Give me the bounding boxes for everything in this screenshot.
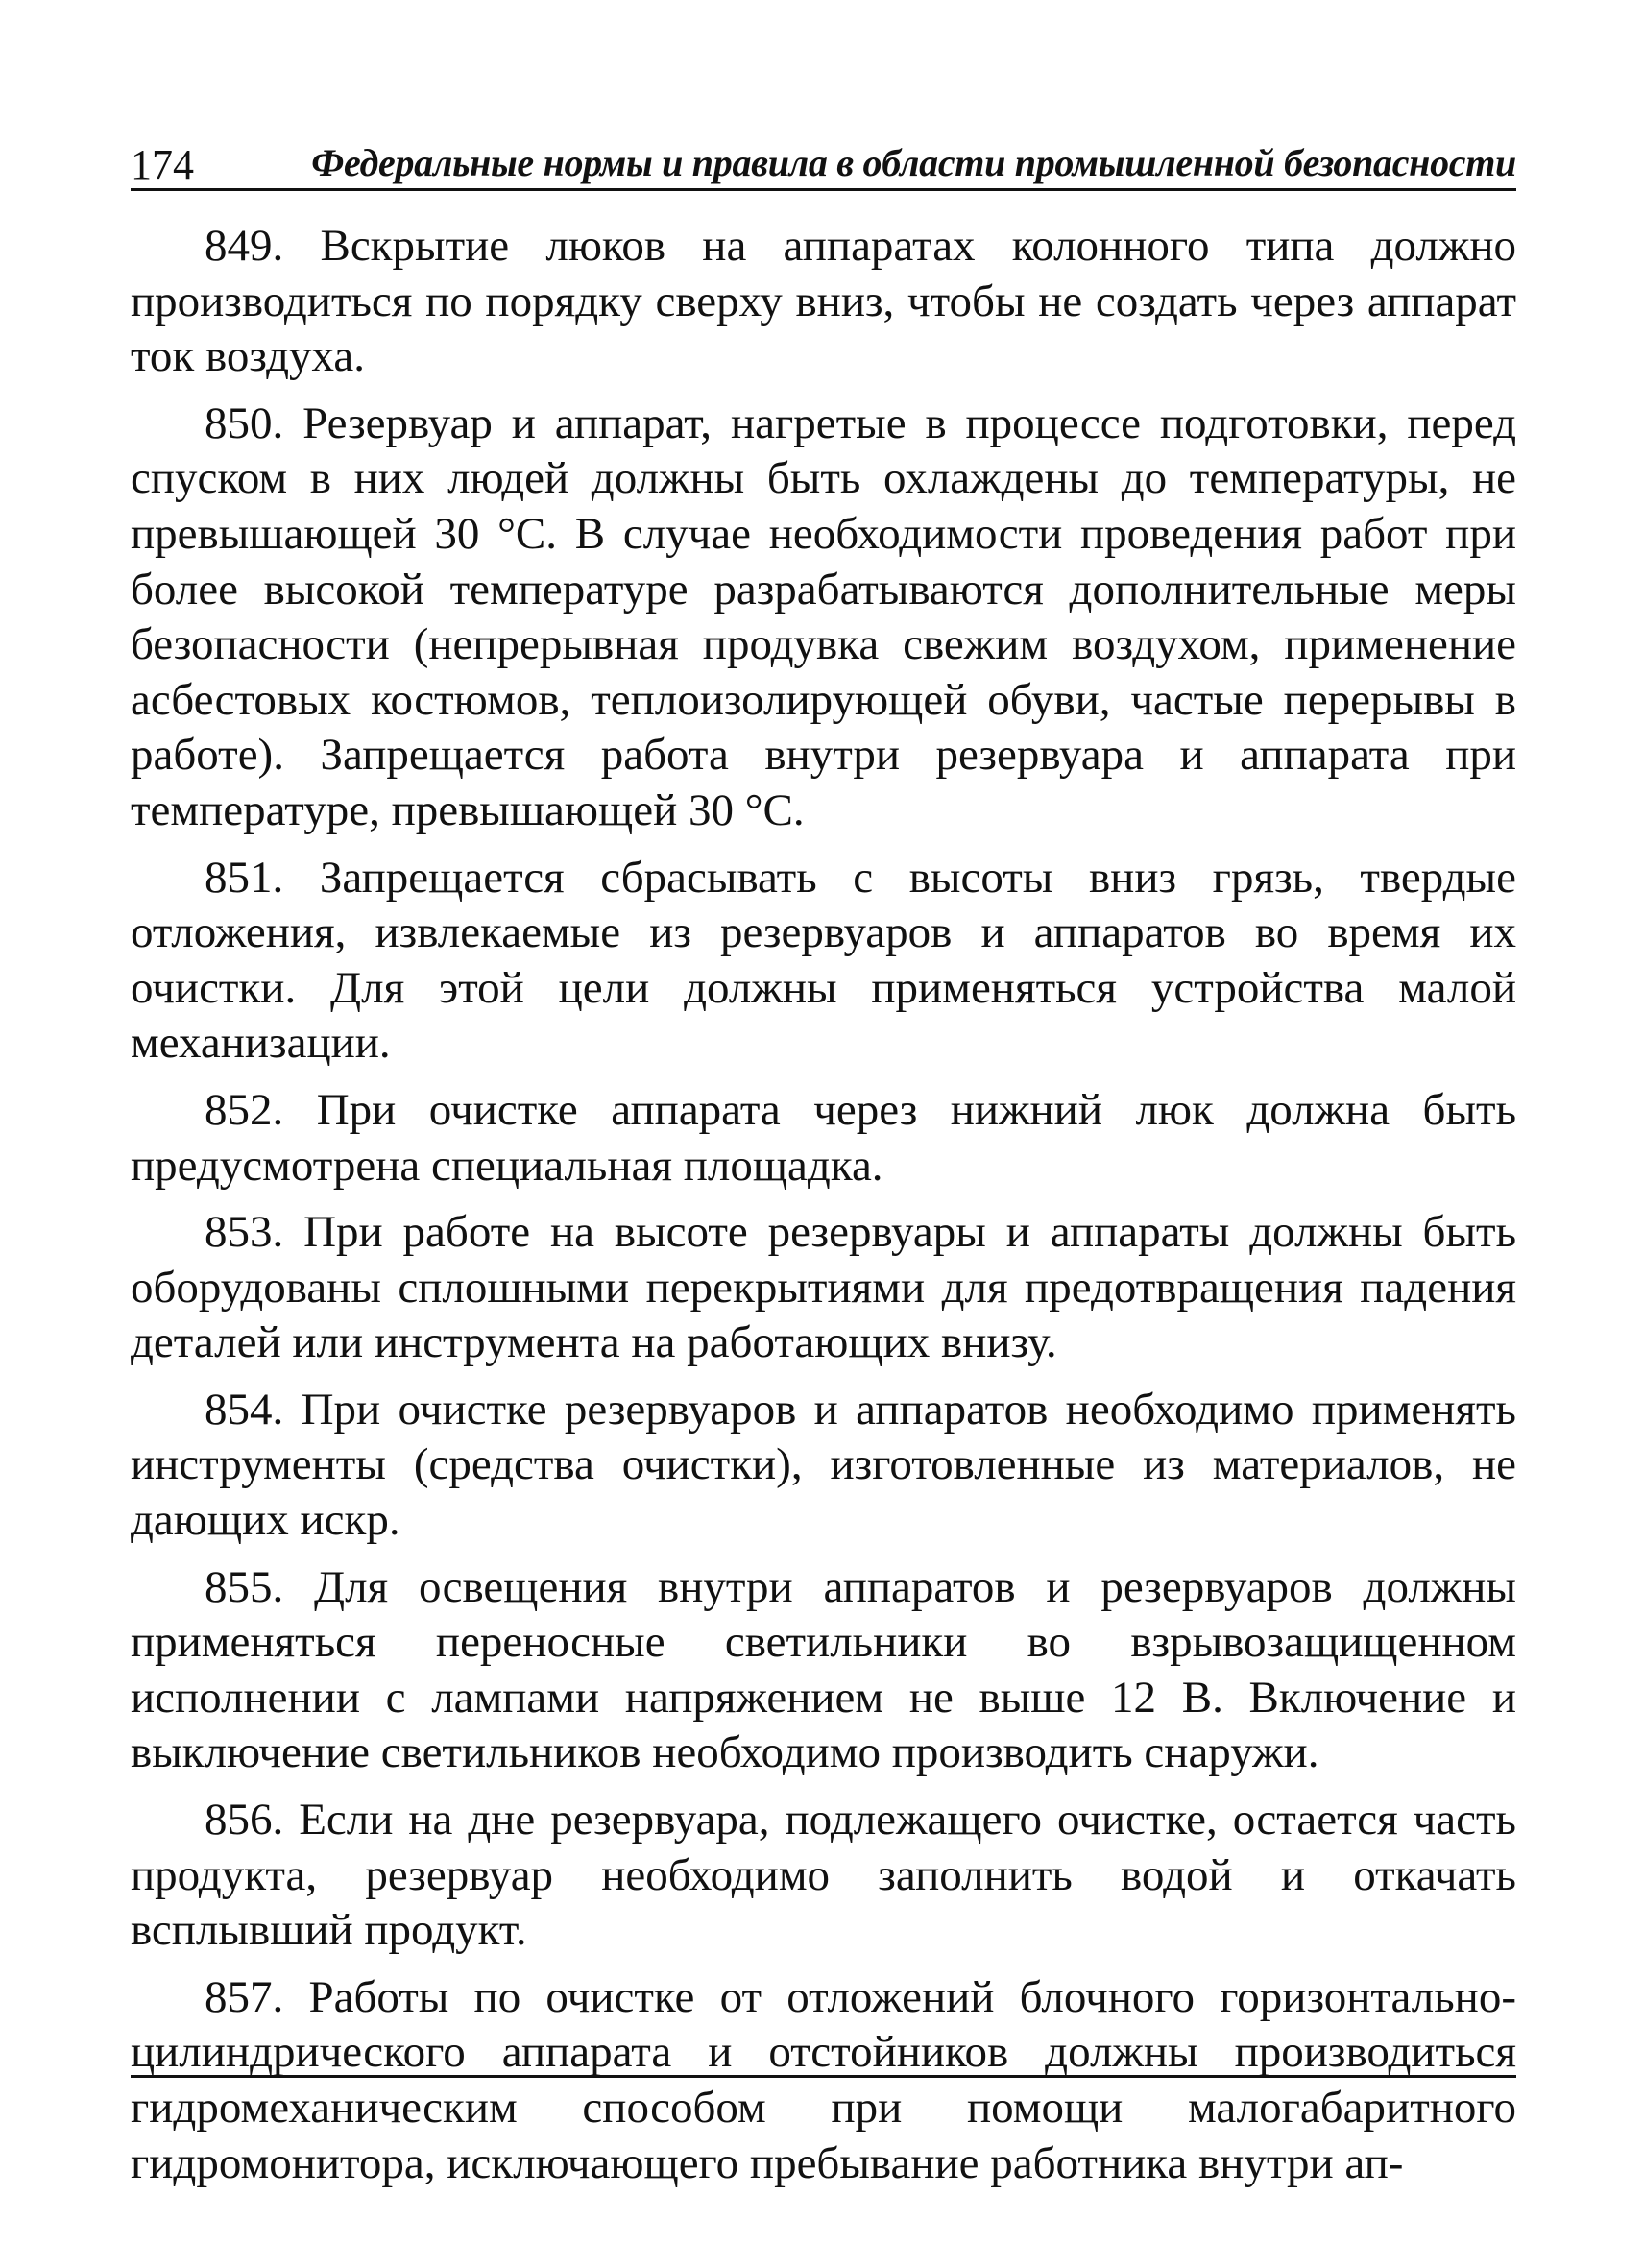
page-number: 174 bbox=[131, 141, 194, 188]
running-title: Федеральные нормы и правила в области промышленной безопасности bbox=[311, 141, 1516, 184]
paragraph-855: 855. Для освещения внутри аппаратов и резервуаров должны применяться переносные светильники во взрывозащищенном исполнении с лампами напряжением не выше 12 В. Включение и выключение светильников необходимо производить снаружи. bbox=[131, 1561, 1516, 1778]
paragraph-853: 853. При работе на высоте резервуары и аппараты должны быть оборудованы сплошными перекрытиями для предотвращения падения деталей или инструмента на работающих внизу. bbox=[131, 1207, 1516, 1368]
paragraph-850: 850. Резервуар и аппарат, нагретые в процессе подготовки, перед спуском в них людей должны быть охлаждены до температуры, не превышающей 30 °С. В случае необходимости проведения работ при более высокой температуре разрабатываются дополнительные меры безопасности (непрерывная продувка свежим воздухом, применение асбестовых костюмов, теплоизолирующей обуви, частые перерывы в работе). Запрещается работа внутри резервуара и аппарата при температуре, превышающей 30 °С. bbox=[131, 398, 1516, 835]
paragraph-849: 849. Вскрытие люков на аппаратах колонного типа должно производиться по порядку сверху вниз, чтобы не создать через аппарат ток воздуха. bbox=[131, 221, 1516, 382]
paragraph-857: 857. Работы по очистке от отложений блочного горизонтально-цилиндрического аппарата и отстойников должны производиться гидромеханическим способом при помощи малогабаритного гидромонитора, исключающего пребывание работника внутри ап- bbox=[131, 1971, 1516, 2188]
paragraph-854: 854. При очистке резервуаров и аппаратов необходимо применять инструменты (средства очистки), изготовленные из материалов, не дающих искр. bbox=[131, 1384, 1516, 1546]
running-header bbox=[131, 134, 1516, 191]
paragraph-852: 852. При очистке аппарата через нижний люк должна быть предусмотрена специальная площадка. bbox=[131, 1084, 1516, 1191]
text-body bbox=[131, 219, 1516, 2203]
paragraph-851: 851. Запрещается сбрасывать с высоты вниз грязь, твердые отложения, извлекаемые из резервуаров и аппаратов во время их очистки. Для этой цели должны применяться устройства малой механизации. bbox=[131, 852, 1516, 1069]
paragraph-856: 856. Если на дне резервуара, подлежащего очистке, остается часть продукта, резервуар необходимо заполнить водой и откачать всплывший продукт. bbox=[131, 1795, 1516, 1956]
bottom-rule bbox=[131, 2075, 1516, 2078]
